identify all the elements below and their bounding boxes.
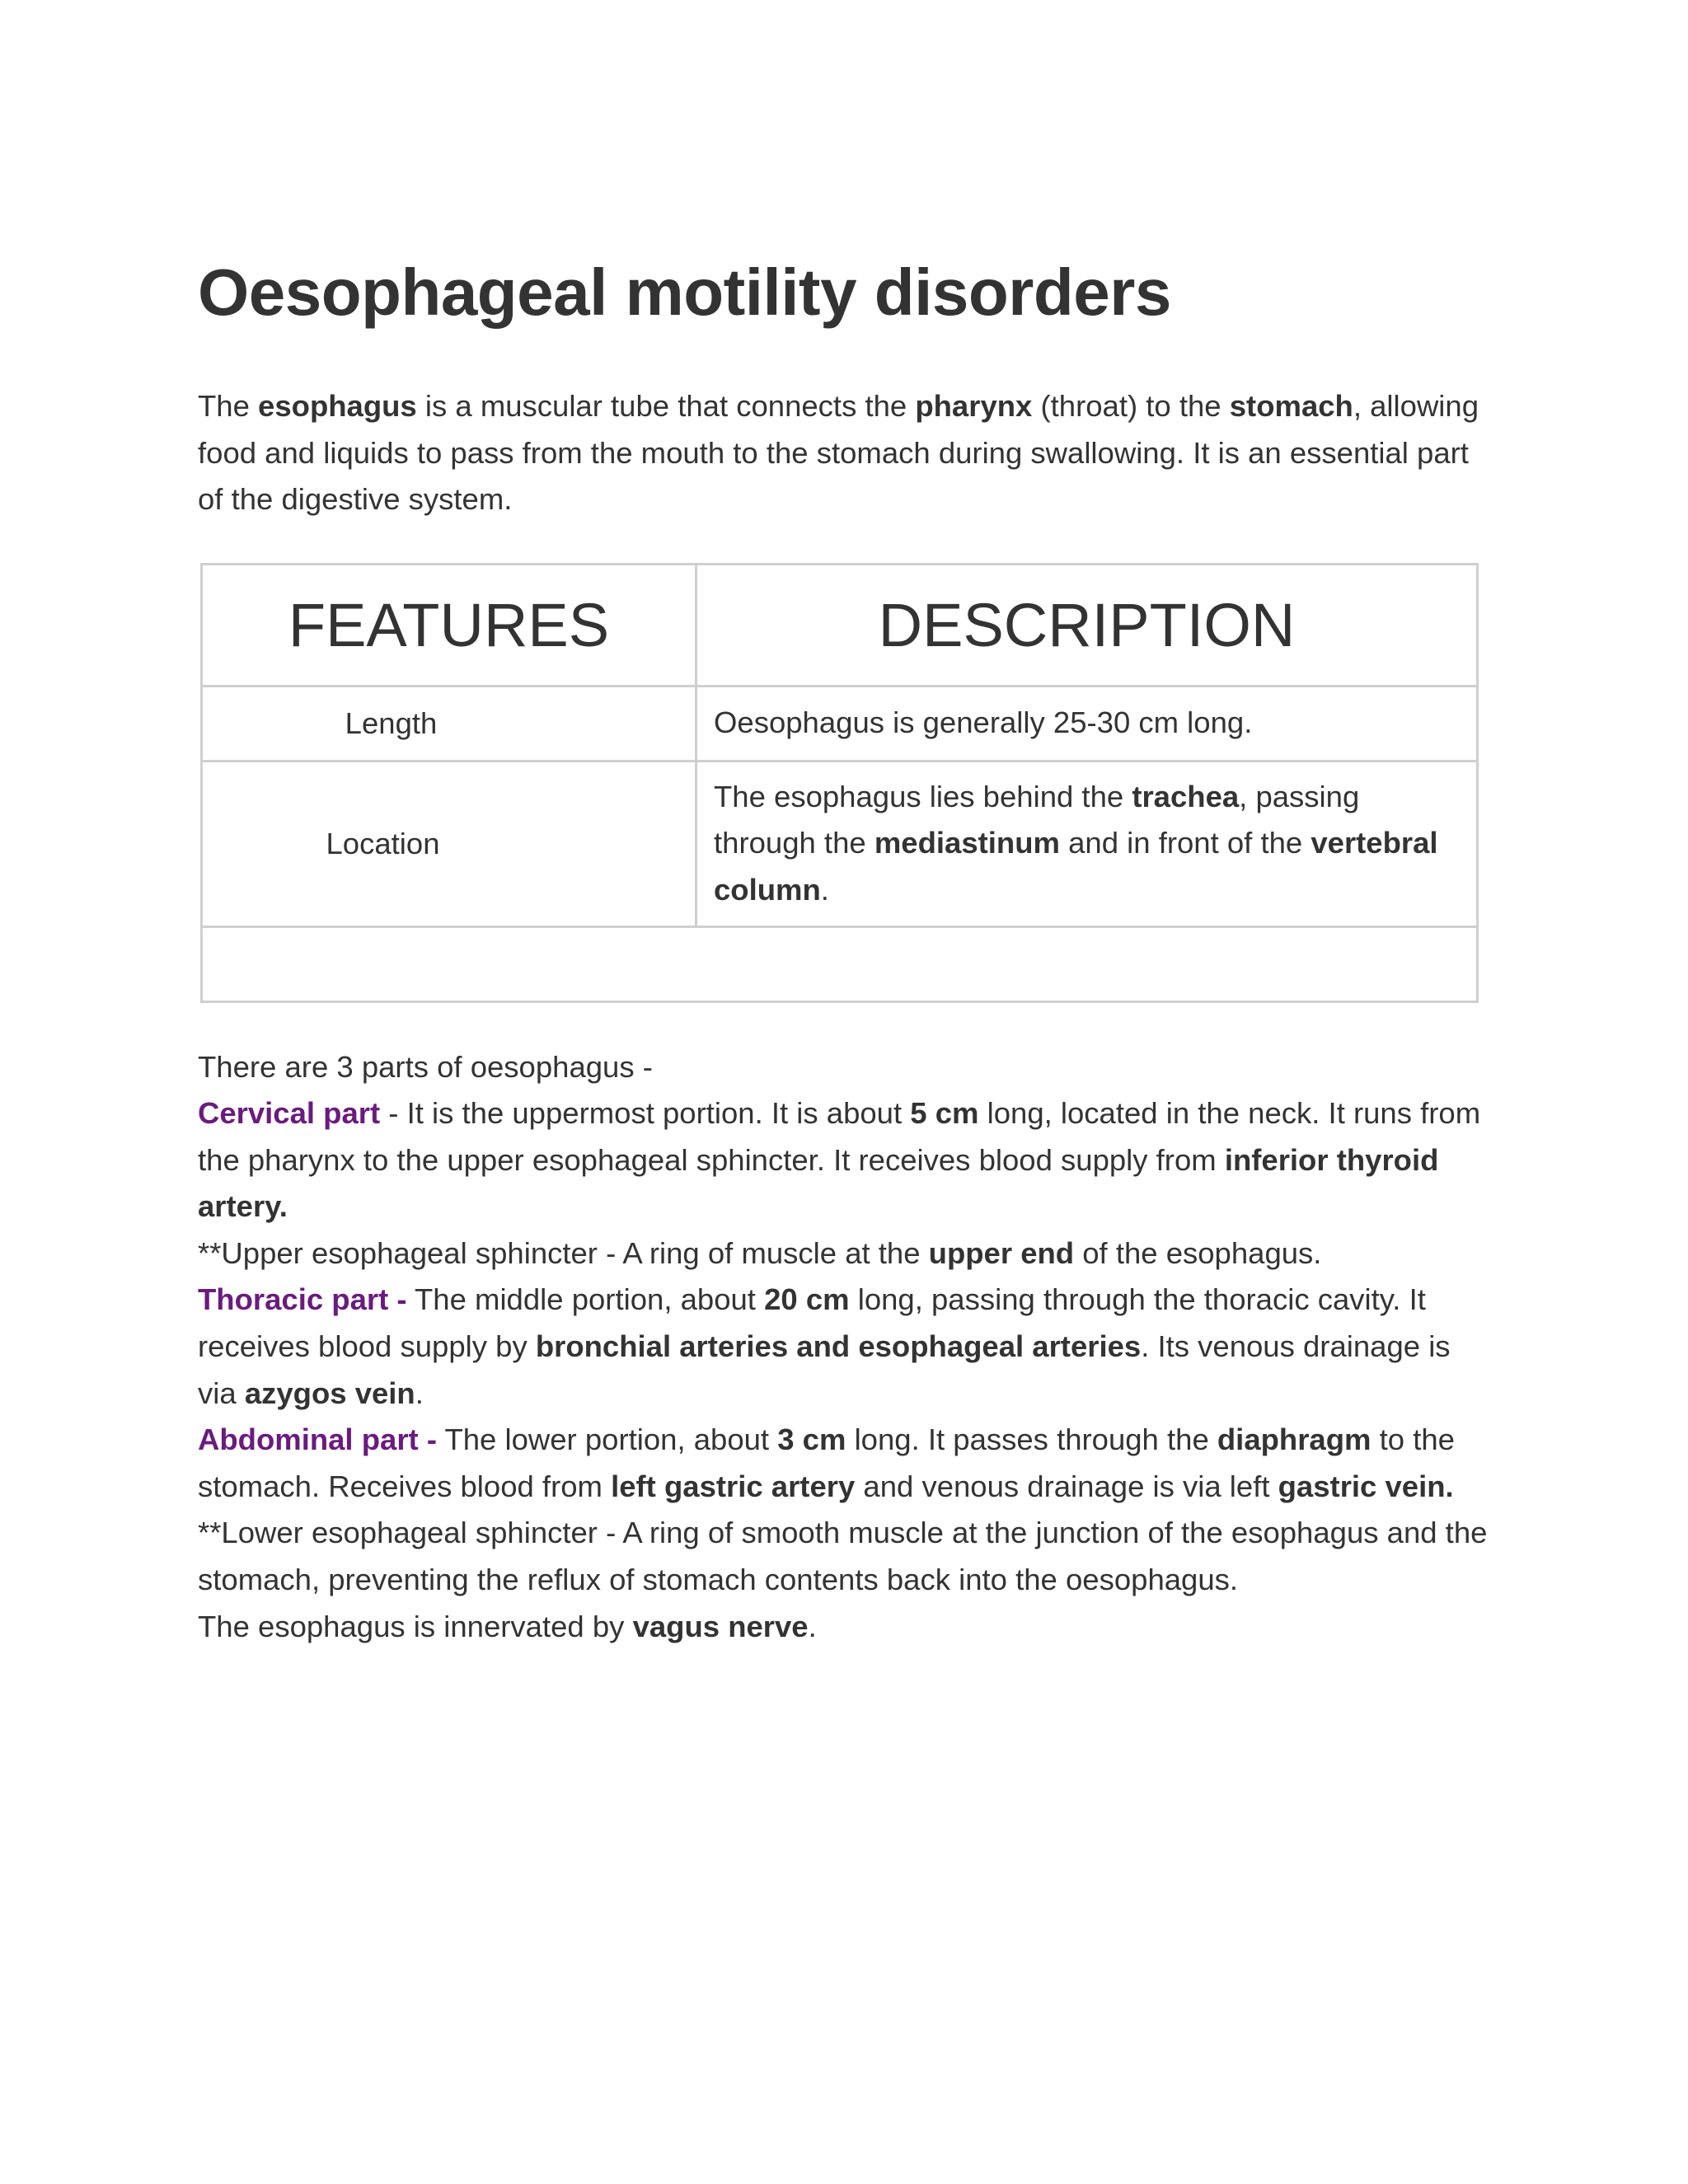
paragraph-text: - It is the uppermost portion. It is about: [380, 1096, 911, 1131]
feature-label: Location: [326, 826, 440, 860]
paragraph-text: and venous drainage is via left: [855, 1469, 1278, 1503]
intro-bold-term: esophagus: [258, 389, 417, 423]
paragraph-text: The esophagus is innervated by: [198, 1609, 633, 1643]
intro-text: is a muscular tube that connects the: [416, 389, 916, 423]
bold-term: left gastric artery: [611, 1469, 856, 1503]
bold-term: bronchial arteries and esophageal arteries: [535, 1329, 1142, 1364]
description-text: and in front of the: [1059, 826, 1311, 860]
description-text: , passing through the: [714, 779, 1360, 860]
thoracic-part-paragraph: [198, 1277, 1492, 1417]
paragraph-text: .: [415, 1376, 424, 1410]
bold-term: 5 cm: [910, 1096, 979, 1131]
paragraph-text: long. It passes through the: [846, 1422, 1217, 1457]
feature-label: Length: [345, 705, 438, 740]
description-bold-term: mediastinum: [874, 826, 1060, 860]
parts-section: [198, 1044, 1492, 1651]
table-cell-feature: [202, 761, 696, 926]
description-text: .: [820, 872, 829, 907]
intro-bold-term: pharynx: [915, 389, 1033, 423]
bold-term: diaphragm: [1217, 1422, 1372, 1457]
cervical-part-label: Cervical part: [198, 1096, 381, 1131]
description-bold-term: vertebral column: [714, 826, 1438, 907]
parts-intro: There are 3 parts of oesophagus -: [198, 1049, 653, 1084]
intro-bold-term: stomach: [1229, 389, 1353, 423]
table-cell-description: [696, 761, 1478, 926]
paragraph-text: **Upper esophageal sphincter - A ring of muscle at the: [198, 1235, 929, 1270]
intro-text: The: [198, 389, 259, 423]
page-title: Oesophageal motility disorders: [198, 255, 1171, 329]
description-bold-term: trachea: [1132, 779, 1240, 813]
table-cell-feature: [202, 686, 696, 761]
bold-term: upper end: [928, 1235, 1075, 1270]
intro-text: , allowing food and liquids to pass from the mouth to the stomach during swallowing. It is an essential part of the digestive system.: [198, 389, 1479, 516]
table-header-features: FEATURES: [202, 564, 696, 686]
table-header-description: DESCRIPTION: [696, 564, 1478, 686]
table-cell-description: Oesophagus is generally 25-30 cm long.: [696, 686, 1478, 761]
table-row: [202, 686, 1478, 761]
bold-term: vagus nerve: [632, 1609, 809, 1643]
thoracic-part-label: Thoracic part -: [198, 1282, 407, 1317]
ues-paragraph: [198, 1230, 1492, 1277]
abdominal-part-label: Abdominal part -: [198, 1422, 437, 1457]
abdominal-part-paragraph: [198, 1417, 1492, 1510]
intro-paragraph: [198, 383, 1492, 523]
table-cell-empty: [202, 926, 1478, 1001]
paragraph-text: to the stomach. Receives blood from: [198, 1422, 1455, 1503]
paragraph-text: The middle portion, about: [406, 1282, 765, 1317]
innervation-paragraph: [198, 1604, 1492, 1651]
bold-term: azygos vein: [244, 1376, 415, 1410]
paragraph-text: long, located in the neck. It runs from the pharynx to the upper esophageal sphincter. It receives blood supply from: [198, 1096, 1481, 1177]
paragraph-text: long, passing through the thoracic cavity. It receives blood supply by: [198, 1282, 1426, 1364]
les-paragraph: **Lower esophageal sphincter - A ring of smooth muscle at the junction of the esophagus and the stomach, preventing the reflux of stomach contents back into the oesophagus.: [198, 1516, 1488, 1597]
document-page: [198, 247, 1492, 1650]
paragraph-text: of the esophagus.: [1074, 1235, 1322, 1270]
description-text: The esophagus lies behind the: [714, 779, 1132, 813]
intro-text: (throat) to the: [1032, 389, 1230, 423]
bold-term: gastric vein.: [1278, 1469, 1454, 1503]
paragraph-text: .: [808, 1609, 817, 1643]
table-row: [202, 761, 1478, 926]
bold-term: inferior thyroid artery.: [198, 1142, 1439, 1224]
cervical-part-paragraph: [198, 1090, 1492, 1230]
paragraph-text: . Its venous drainage is via: [198, 1329, 1451, 1410]
table-row-empty: [202, 926, 1478, 1001]
table-header-row: [202, 564, 1478, 686]
bold-term: 3 cm: [777, 1422, 846, 1457]
paragraph-text: The lower portion, about: [436, 1422, 778, 1457]
bold-term: 20 cm: [764, 1282, 850, 1317]
features-table: [200, 563, 1479, 1003]
